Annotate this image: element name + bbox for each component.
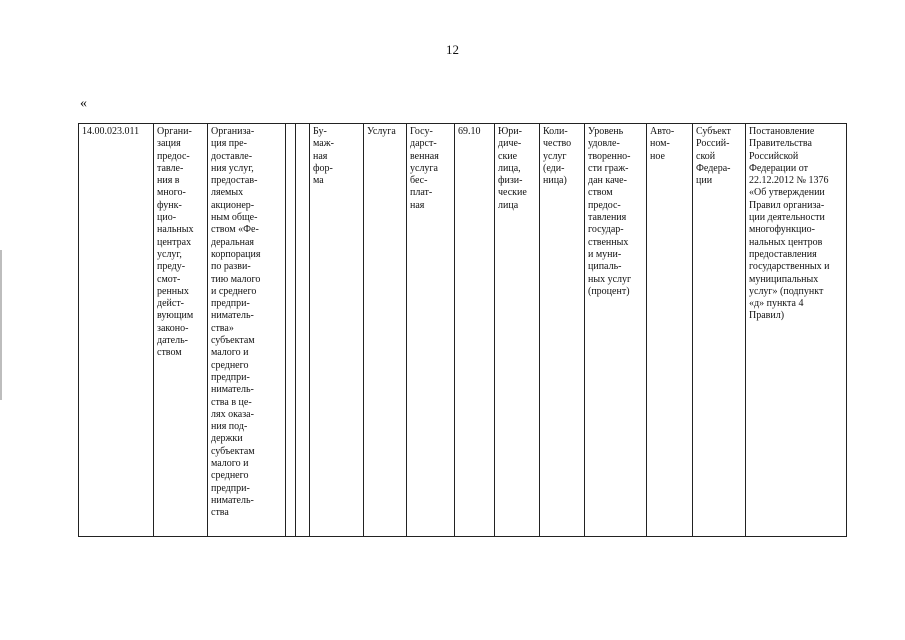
cell-authority: Субъект Россий- ской Федера- ции [693,124,746,537]
cell-quality-indicator: Уровень удовле- творенно- сти граж- дан каче- ством предос- тавления государ- ственных и муни- ципаль- ных услуг (процент) [585,124,647,537]
cell-paid-status: Госу- дарст- венная услуга бес- плат- ная [407,124,455,537]
cell-registry-code: 14.00.023.011 [79,124,154,537]
cell-provision-form: Бу- маж- ная фор- ма [310,124,364,537]
left-margin-rule [0,250,2,400]
cell-volume-indicator: Коли- чество услуг (еди- ница) [540,124,585,537]
services-registry-table [78,123,847,537]
cell-institution-type: Авто- ном- ное [647,124,693,537]
cell-empty-2 [296,124,310,537]
table-row [79,124,847,537]
cell-okved-code: 69.10 [455,124,495,537]
cell-service-name: Органи- зация предос- тавле- ния в много- функ- цио- нальных центрах услуг, преду- смот- ренных дейст- вующим законо- датель- ством [154,124,208,537]
cell-consumers: Юри- диче- ские лица, физи- ческие лица [495,124,540,537]
cell-service-content: Организа- ция пре- доставле- ния услуг, предостав- ляемых акционер- ным обще- ством «Фе- деральная корпорация по разви- тию малого и среднего предпри- ниматель- ства» субъектам малого и среднего предпри- ниматель- ства в це- лях оказа- ния под- держки субъектам малого и среднего предпри- ниматель- ства [208,124,286,537]
cell-empty-1 [286,124,296,537]
opening-quote-mark: « [80,96,87,111]
page-number: 12 [446,42,459,57]
cell-legal-basis: Постановление Правительства Российской Федерации от 22.12.2012 № 1376 «Об утверждении Правил организа- ции деятельности многофункцио- нальных центров предоставления государственных и муниципальных услуг» (подпункт «д» пункта 4 Правил) [746,124,847,537]
cell-type: Услуга [364,124,407,537]
